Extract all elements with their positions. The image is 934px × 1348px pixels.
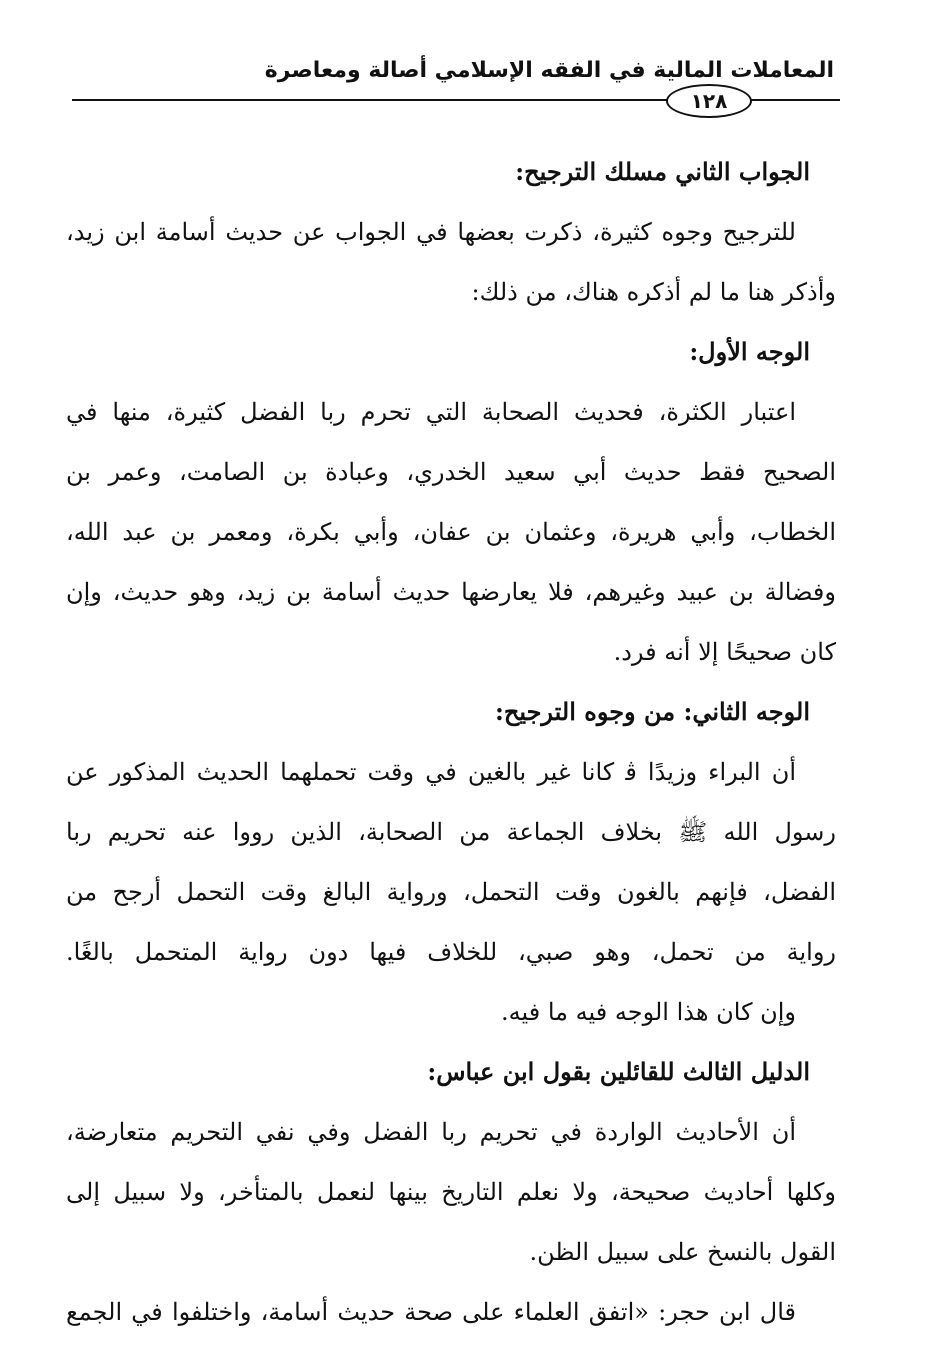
page-body [66, 142, 836, 1342]
paragraph-line: وفضالة بن عبيد وغيرهم، فلا يعارضها حديث أسامة بن زيد، وهو حديث، وإن [66, 578, 836, 606]
header-rule-right [748, 99, 840, 101]
paragraph-line: رواية من تحمل، وهو صبي، للخلاف فيها دون رواية المتحمل بالغًا. [66, 938, 836, 966]
section-heading: الوجه الثاني: من وجوه الترجيح: [495, 697, 810, 726]
paragraph-line: وكلها أحاديث صحيحة، ولا نعلم التاريخ بينها لنعمل بالمتأخر، ولا سبيل إلى [66, 1178, 836, 1206]
paragraph-line: أن الأحاديث الواردة في تحريم ربا الفضل وفي نفي التحريم متعارضة، [66, 1118, 796, 1146]
section-heading: الوجه الأول: [689, 337, 810, 366]
paragraph-line: أن البراء وزيدًا ﭬ كانا غير بالغين في وقت تحملهما الحديث المذكور عن [66, 758, 796, 786]
paragraph-line: اعتبار الكثرة، فحديث الصحابة التي تحرم ربا الفضل كثيرة، منها في [66, 398, 796, 426]
section-heading: الدليل الثالث للقائلين بقول ابن عباس: [427, 1057, 810, 1086]
paragraph-line: الخطاب، وأبي هريرة، وعثمان بن عفان، وأبي بكرة، ومعمر بن عبد الله، [66, 518, 836, 546]
paragraph-line: وإن كان هذا الوجه فيه ما فيه. [501, 998, 796, 1026]
paragraph-line: قال ابن حجر: «اتفق العلماء على صحة حديث أسامة، واختلفوا في الجمع [66, 1298, 796, 1326]
page-number: ١٢٨ [666, 84, 752, 118]
paragraph-line: رسول الله ﷺ بخلاف الجماعة من الصحابة، الذين رووا عنه تحريم ربا [66, 818, 836, 846]
section-heading: الجواب الثاني مسلك الترجيح: [515, 157, 810, 186]
running-title: المعاملات المالية في الفقه الإسلامي أصالة ومعاصرة [264, 58, 834, 83]
paragraph-line: للترجيح وجوه كثيرة، ذكرت بعضها في الجواب عن حديث أسامة ابن زيد، [66, 218, 796, 246]
paragraph-line: كان صحيحًا إلا أنه فرد. [613, 638, 836, 666]
paragraph-line: القول بالنسخ على سبيل الظن. [529, 1238, 836, 1266]
paragraph-line: الصحيح فقط حديث أبي سعيد الخدري، وعبادة بن الصامت، وعمر بن [66, 458, 836, 486]
paragraph-line: الفضل، فإنهم بالغون وقت التحمل، ورواية البالغ وقت التحمل أرجح من [66, 878, 836, 906]
header-rule-left [72, 99, 668, 101]
paragraph-line: وأذكر هنا ما لم أذكره هناك، من ذلك: [471, 278, 836, 306]
page-header [0, 0, 934, 140]
